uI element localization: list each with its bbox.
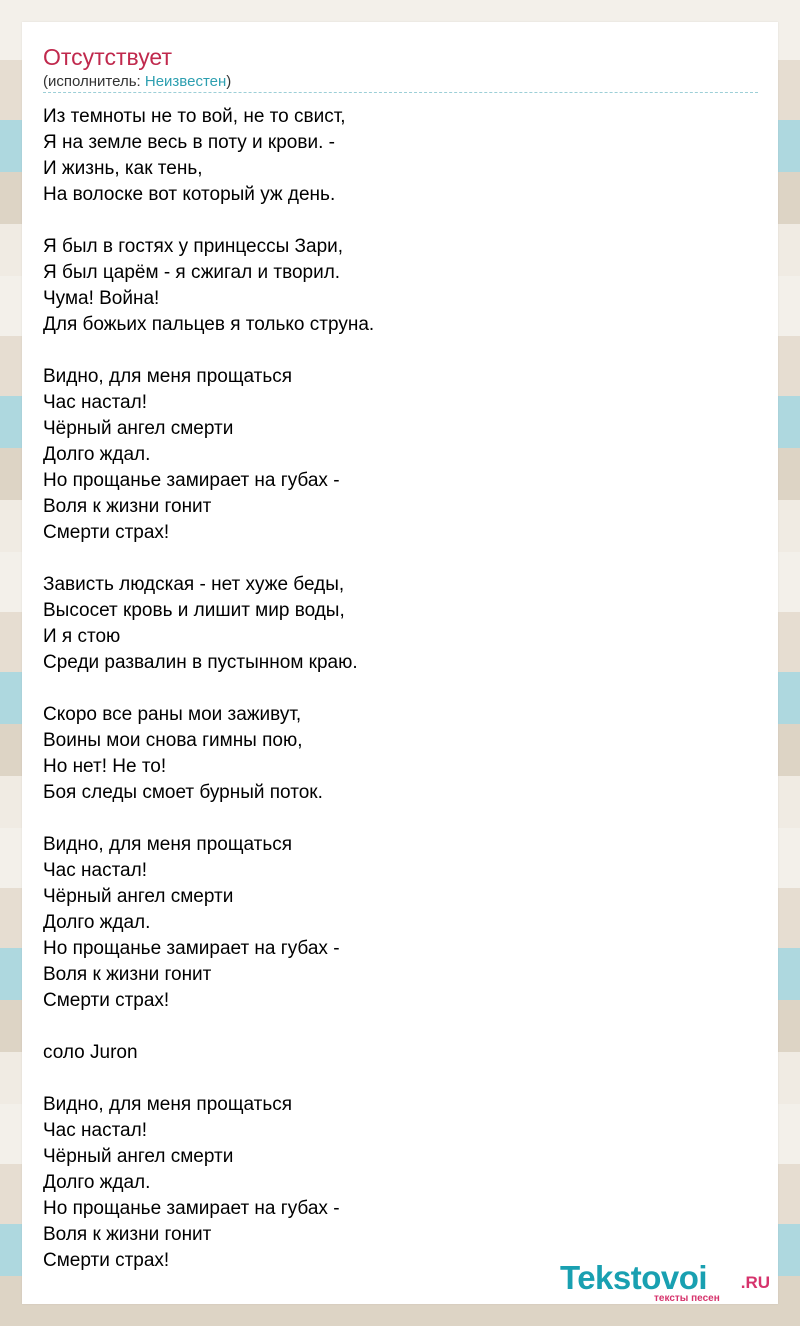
lyrics-line: Воля к жизни гонит <box>43 496 212 517</box>
lyrics-line: Я был царём - я сжигал и творил. <box>43 262 341 283</box>
lyrics-line: Час настал! <box>43 860 147 881</box>
lyrics-line: Чёрный ангел смерти <box>43 1146 234 1167</box>
lyrics-line: Смерти страх! <box>43 1250 170 1271</box>
lyrics-line: И жизнь, как тень, <box>43 158 203 179</box>
artist-link[interactable]: Неизвестен <box>144 73 227 90</box>
logo-domain: .RU <box>740 1273 770 1292</box>
lyrics-line: Долго ждал. <box>43 444 151 465</box>
lyrics-stanza <box>43 234 743 338</box>
lyrics-line: На волоске вот который уж день. <box>43 184 336 205</box>
lyrics-stanza <box>43 702 743 806</box>
logo-wordmark: Tekstovoi <box>560 1259 708 1296</box>
lyrics-stanza <box>43 364 743 546</box>
lyrics-stanza <box>43 832 743 1014</box>
lyrics-line: Боя следы смоет бурный поток. <box>43 782 323 803</box>
lyrics-line: Чёрный ангел смерти <box>43 886 234 907</box>
lyrics-line: Зависть людская - нет хуже беды, <box>43 574 345 595</box>
artist-suffix: ) <box>226 73 232 90</box>
artist-line <box>43 72 231 92</box>
lyrics-line: Час настал! <box>43 1120 147 1141</box>
lyrics-line: Из темноты не то вой, не то свист, <box>43 106 346 127</box>
lyrics-line: Воины мои снова гимны пою, <box>43 730 303 751</box>
lyrics-line: Смерти страх! <box>43 990 170 1011</box>
lyrics-line: Но прощанье замирает на губах - <box>43 938 340 959</box>
lyrics-line: Видно, для меня прощаться <box>43 366 293 387</box>
lyrics-line: Среди развалин в пустынном краю. <box>43 652 358 673</box>
song-title: Отсутствует <box>43 44 172 70</box>
lyrics-stanza <box>43 1040 743 1066</box>
lyrics-line: Но прощанье замирает на губах - <box>43 470 340 491</box>
lyrics-line: Смерти страх! <box>43 522 170 543</box>
site-logo[interactable] <box>560 1260 770 1304</box>
lyrics-line: Но нет! Не то! <box>43 756 167 777</box>
lyrics-line: Высосет кровь и лишит мир воды, <box>43 600 345 621</box>
lyrics-stanza <box>43 104 743 208</box>
lyrics-card <box>22 22 778 1304</box>
lyrics-line: Воля к жизни гонит <box>43 1224 212 1245</box>
lyrics-line: Для божьих пальцев я только струна. <box>43 314 375 335</box>
lyrics-line: Я на земле весь в поту и крови. - <box>43 132 335 153</box>
title-divider <box>43 92 758 93</box>
lyrics-stanza <box>43 572 743 676</box>
lyrics-line: Долго ждал. <box>43 1172 151 1193</box>
lyrics-line: Чума! Война! <box>43 288 160 309</box>
lyrics-line: Но прощанье замирает на губах - <box>43 1198 340 1219</box>
lyrics-line: Час настал! <box>43 392 147 413</box>
lyrics-line: Видно, для меня прощаться <box>43 834 293 855</box>
lyrics-line: Воля к жизни гонит <box>43 964 212 985</box>
lyrics-line: Я был в гостях у принцессы Зари, <box>43 236 344 257</box>
lyrics-body <box>43 104 743 1274</box>
lyrics-stanza <box>43 1092 743 1274</box>
lyrics-line: И я стою <box>43 626 121 647</box>
lyrics-line: Скоро все раны мои заживут, <box>43 704 302 725</box>
lyrics-line: Чёрный ангел смерти <box>43 418 234 439</box>
lyrics-line: Видно, для меня прощаться <box>43 1094 293 1115</box>
artist-prefix: (исполнитель: <box>43 73 145 90</box>
lyrics-line: соло Juron <box>43 1042 138 1063</box>
logo-subtitle: тексты песен <box>654 1293 720 1304</box>
lyrics-line: Долго ждал. <box>43 912 151 933</box>
